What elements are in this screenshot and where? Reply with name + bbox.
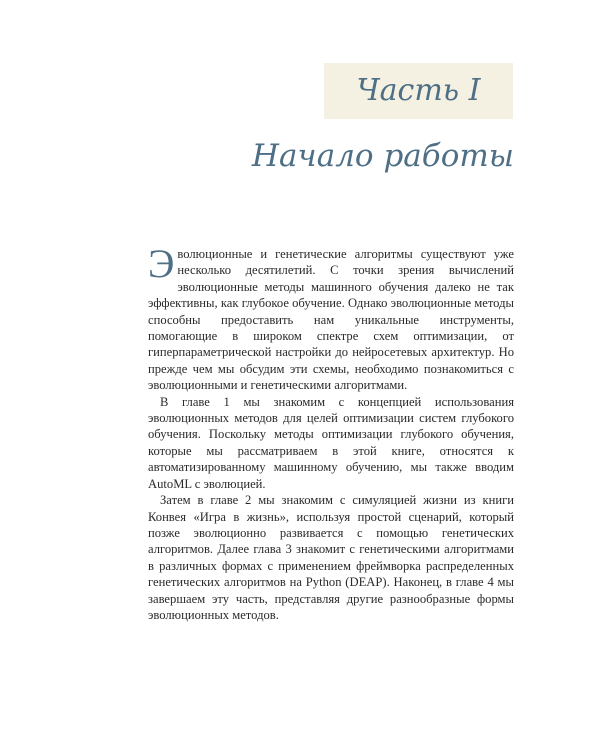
paragraph-1 [148,241,514,394]
chapter-title: Начало работы [251,138,514,174]
part-label: Часть I [356,73,481,108]
paragraph-3: Затем в главе 2 мы знакомим с симуляцией жизни из книги Конвея «Игра в жизнь», используя простой сценарий, который позже эволюционно развивается с помощью генетических алгоритмов. Далее глава 3 знакомит с генетическими алгоритмами в различных формах с применением фреймворка распределенных генетических алгоритмов на Python (DEAP). Наконец, в главе 4 мы завершаем эту часть, представляя другие разнообразные формы эволюционных методов. [148,493,514,622]
drop-cap: Э [148,241,175,286]
paragraph-2: В главе 1 мы знакомим с концепцией использования эволюционных методов для целей оптимизации систем глубокого обучения. Поскольку методы оптимизации глубокого обучения, которые мы рассматриваем в этой книге, относятся к автоматизированному машинному обучению, мы также вводим AutoML с эволюцией. [148,394,514,491]
intro-text [148,241,514,623]
paragraph-1-text: волюционные и генетические алгоритмы существуют уже несколько десятилетий. С точки зрения вычислений эволюционные методы машинного обучения далеко не так эффективны, как глубокое обучение. Однако эволюционные методы способны предоставить нам уникальные инструменты, помогающие в широком спектре схем оптимизации, от гиперпараметрической настройки до нейросетевых архитектур. Но прежде чем мы обсудим эти схемы, необходимо познакомиться с эволюционными и генетическими алгоритмами. [148,247,514,393]
